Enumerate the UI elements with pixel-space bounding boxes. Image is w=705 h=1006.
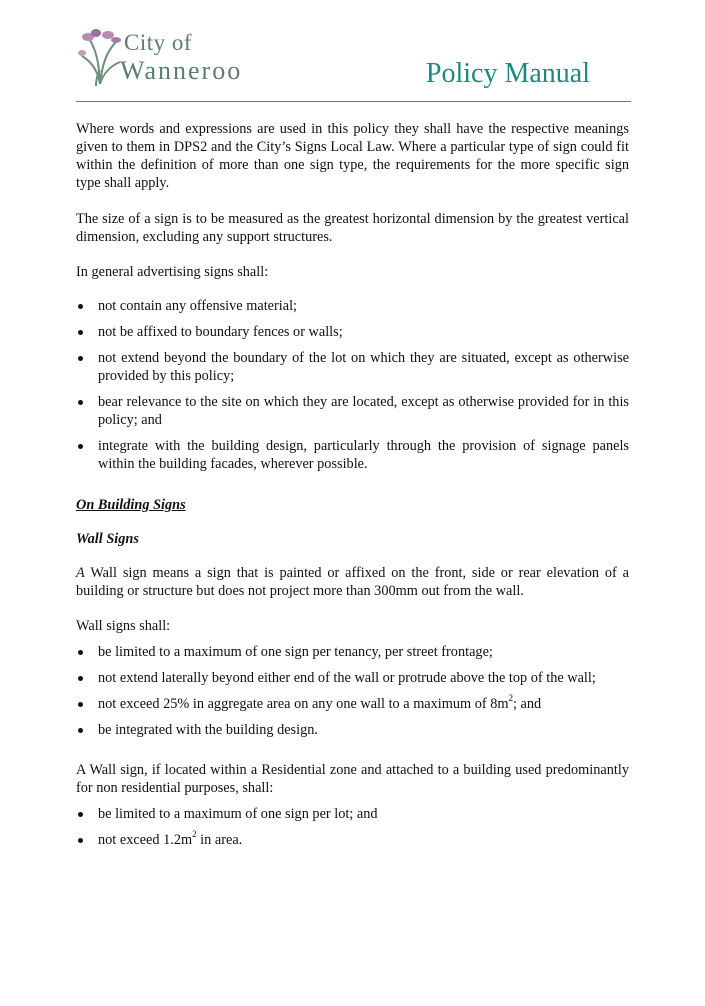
logo-wanneroo: Wanneroo	[120, 56, 243, 85]
page-header	[0, 0, 705, 104]
intro-paragraph-1: Where words and expressions are used in this policy they shall have the respective meanings given to them in DPS2 and the City’s Signs Local Law. Where a particular type of sign could fit within the definition of more than one sign type, the requirements for the more specific sign type shall apply.	[76, 121, 629, 191]
document-body	[76, 120, 629, 849]
intro-paragraph-2: The size of a sign is to be measured as the greatest horizontal dimension by the greatest vertical dimension, excluding any support structures.	[76, 211, 629, 245]
residential-zone-paragraph: A Wall sign, if located within a Residential zone and attached to a building used predominantly for non residential purposes, shall:	[76, 762, 629, 796]
intro-paragraph-3: In general advertising signs shall:	[76, 264, 269, 280]
list-item: be limited to a maximum of one sign per lot; and	[76, 805, 629, 823]
superscript: 2	[508, 693, 513, 704]
list-item: not contain any offensive material;	[76, 297, 629, 315]
list-item	[76, 695, 629, 713]
list-item: be integrated with the building design.	[76, 721, 629, 739]
list-item: not extend laterally beyond either end of the wall or protrude above the top of the wall;	[76, 669, 629, 687]
list-item	[76, 831, 629, 849]
logo-city-of: City of	[124, 30, 193, 55]
list-item-text: ; and	[513, 696, 542, 712]
list-item: integrate with the building design, particularly through the provision of signage panels within the building facades, wherever possible.	[76, 437, 629, 473]
list-item: not extend beyond the boundary of the lot on which they are situated, except as otherwise provided by this policy;	[76, 349, 629, 385]
header-divider	[76, 101, 631, 102]
wall-signs-shall: Wall signs shall:	[76, 618, 171, 634]
general-requirements-list	[76, 297, 629, 473]
wall-sign-definition	[76, 564, 629, 600]
wall-sign-requirements-list	[76, 643, 629, 739]
page-title: Policy Manual	[425, 58, 590, 89]
city-logo	[78, 26, 278, 90]
list-item-text: not exceed 1.2m	[98, 832, 193, 848]
residential-requirements-list	[76, 805, 629, 849]
definition-lead-letter: A	[76, 565, 85, 581]
list-item-text: in area.	[196, 832, 243, 848]
definition-text: Wall sign means a sign that is painted or affixed on the front, side or rear elevation of a building or structure but does not project more than 300mm out from the wall.	[76, 565, 629, 599]
list-item: not be affixed to boundary fences or walls;	[76, 323, 629, 341]
plant-emblem-icon	[78, 26, 122, 86]
subheading-wall-signs: Wall Signs	[76, 531, 139, 547]
superscript: 2	[192, 829, 197, 840]
list-item: bear relevance to the site on which they are located, except as otherwise provided for in this policy; and	[76, 393, 629, 429]
list-item-text: not exceed 25% in aggregate area on any one wall to a maximum of 8m	[98, 696, 509, 712]
list-item: be limited to a maximum of one sign per tenancy, per street frontage;	[76, 643, 629, 661]
section-heading-on-building-signs: On Building Signs	[76, 497, 186, 513]
